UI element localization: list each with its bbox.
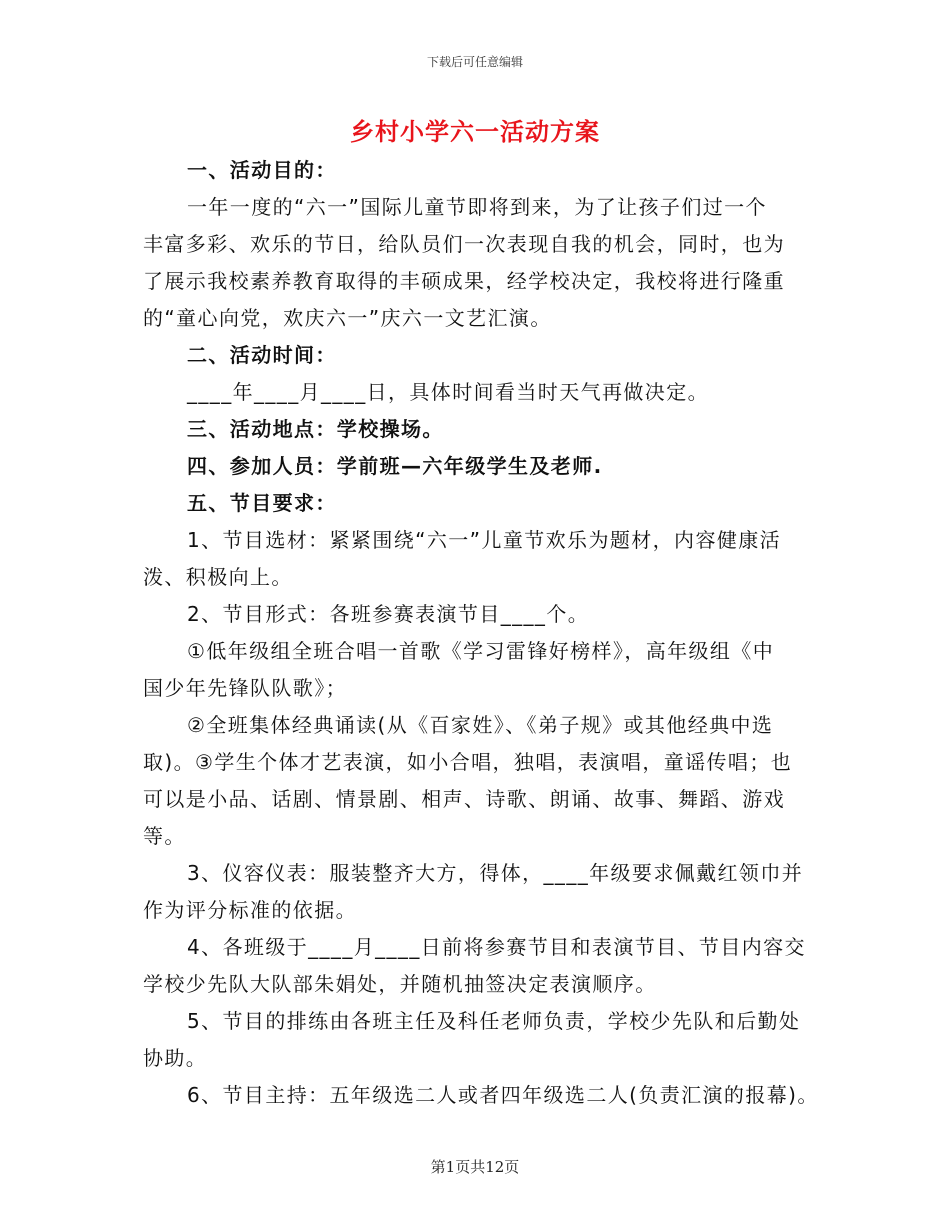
document-title: 乡村小学六一活动方案 — [350, 118, 600, 146]
paragraph-line: 4、各班级于____月____日前将参赛节目和表演节目、节目内容交 — [187, 935, 806, 959]
section-heading: 二、活动时间： — [187, 343, 337, 367]
paragraph-line: 1、节目选材：紧紧围绕“六一”儿童节欢乐为题材，内容健康活 — [187, 528, 782, 552]
paragraph-line: 国少年先锋队队歌》； — [143, 676, 347, 700]
paragraph-line: 了展示我校素养教育取得的丰硕成果，经学校决定，我校将进行隆重 — [143, 269, 785, 293]
paragraph-line: 6、节目主持：五年级选二人或者四年级选二人(负责汇演的报幕)。 — [187, 1083, 819, 1107]
section-heading: 一、活动目的： — [187, 158, 337, 182]
document-body — [143, 152, 818, 1114]
paragraph-line: 丰富多彩、欢乐的节日，给队员们一次表现自我的机会，同时，也为 — [143, 232, 785, 256]
section-heading: 四、参加人员：学前班—六年级学生及老师. — [187, 454, 603, 478]
paragraph-line: 2、节目形式：各班参赛表演节目____个。 — [187, 602, 590, 626]
paragraph-line: 的“童心向党，欢庆六一”庆六一文艺汇演。 — [143, 306, 552, 330]
header-note: 下载后可任意编辑 — [426, 55, 523, 69]
section-heading: 三、活动地点：学校操场。 — [187, 417, 444, 441]
paragraph-line: 可以是小品、话剧、情景剧、相声、诗歌、朗诵、故事、舞蹈、游戏 — [143, 787, 785, 811]
paragraph-line: ____年____月____日，具体时间看当时天气再做决定。 — [187, 380, 709, 404]
section-heading: 五、节目要求： — [187, 491, 337, 515]
paragraph-line: ①低年级组全班合唱一首歌《学习雷锋好榜样》，高年级组《中 — [187, 639, 775, 663]
paragraph-line: 协助。 — [143, 1046, 208, 1070]
page-footer: 第1页共12页 — [430, 1158, 520, 1176]
paragraph-line: ②全班集体经典诵读(从《百家姓》、《弟子规》或其他经典中选 — [187, 713, 774, 737]
paragraph-line: 学校少先队大队部朱娟处，并随机抽签决定表演顺序。 — [143, 972, 657, 996]
paragraph-line: 5、节目的排练由各班主任及科任老师负责，学校少先队和后勤处 — [187, 1009, 801, 1033]
paragraph-line: 等。 — [143, 824, 186, 848]
paragraph-line: 取)。③学生个体才艺表演，如小合唱，独唱，表演唱，童谣传唱；也 — [143, 750, 793, 774]
paragraph-line: 泼、积极向上。 — [143, 565, 293, 589]
paragraph-line: 3、仪容仪表：服装整齐大方，得体，____年级要求佩戴红领巾并 — [187, 861, 804, 885]
paragraph-line: 作为评分标准的依据。 — [143, 898, 357, 922]
paragraph-line: 一年一度的“六一”国际儿童节即将到来，为了让孩子们过一个 — [187, 195, 767, 219]
